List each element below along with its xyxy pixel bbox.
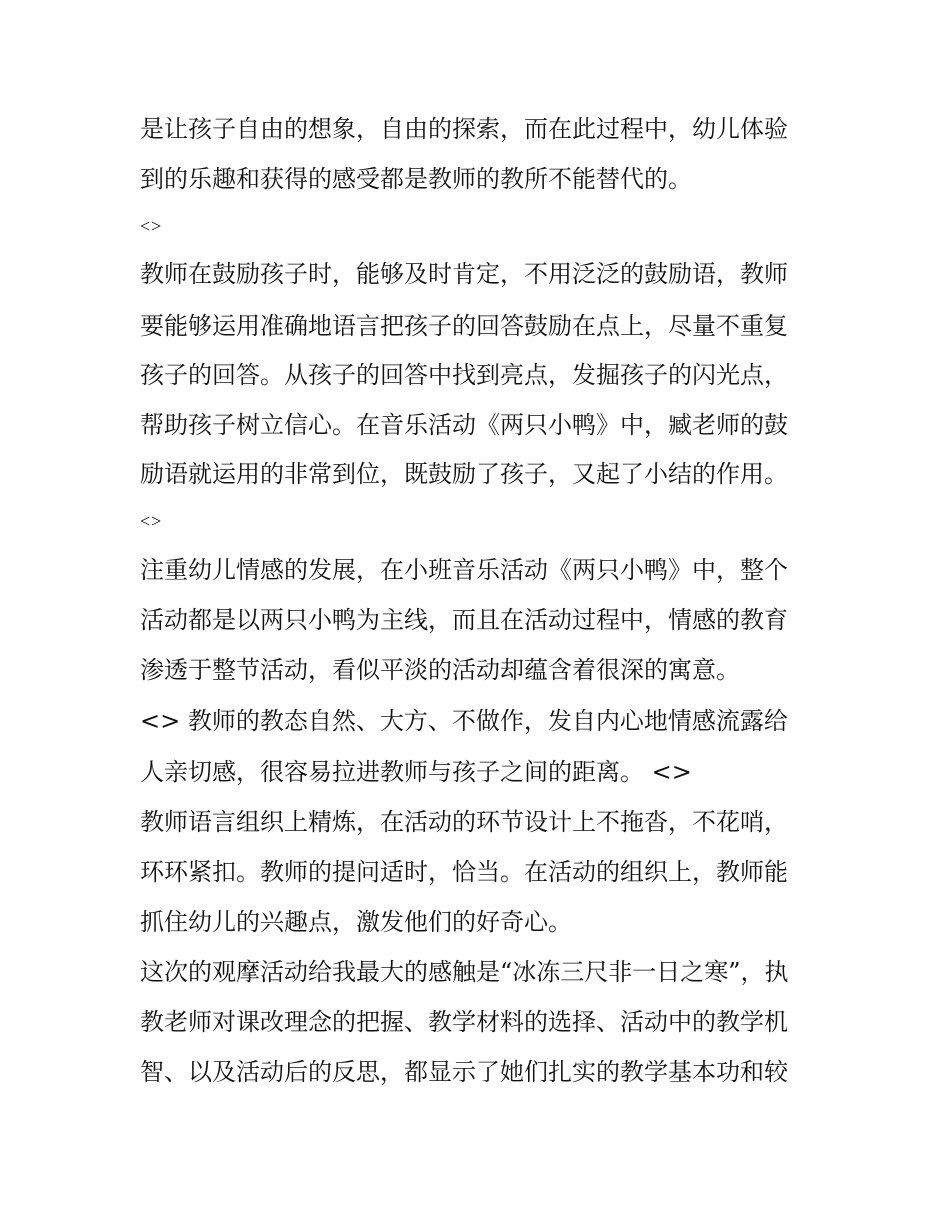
text-line: 是让孩子自由的想象，自由的探索，而在此过程中，幼儿体验 [140,115,788,143]
text-line: 这次的观摩活动给我最大的感触是“冰冻三尺非一日之寒”，执 [140,958,789,986]
text-line: 活动都是以两只小鸭为主线，而且在活动过程中，情感的教育 [140,606,788,634]
text-line: 抓住幼儿的兴趣点，激发他们的好奇心。 [140,908,572,936]
text-line: 教老师对课改理念的把握、教学材料的选择、活动中的教学机 [140,1008,788,1036]
text-line: 渗透于整节活动，看似平淡的活动却蕴含着很深的寓意。 [140,656,740,684]
text-line: 智、以及活动后的反思，都显示了她们扎实的教学基本功和较 [140,1058,788,1086]
text-line: <> 教师的教态自然、大方、不做作，发自内心地情感流露给 [140,707,788,735]
text-line: 孩子的回答。从孩子的回答中找到亮点，发掘孩子的闪光点， [140,361,788,389]
paragraph-marker: <> [140,216,163,236]
text-line: 要能够运用准确地语言把孩子的回答鼓励在点上，尽量不重复 [140,312,788,340]
paragraph-marker: <> [140,511,163,531]
text-line: 帮助孩子树立信心。在音乐活动《两只小鸭》中，臧老师的鼓 [140,411,788,439]
text-line: 教师语言组织上精炼，在活动的环节设计上不拖沓，不花哨， [140,808,788,836]
text-line: 人亲切感，很容易拉进教师与孩子之间的距离。 <> [140,758,692,786]
text-line: 励语就运用的非常到位，既鼓励了孩子，又起了小结的作用。 [140,460,788,488]
text-line: 环环紧扣。教师的提问适时，恰当。在活动的组织上，教师能 [140,858,788,886]
text-line: 到的乐趣和获得的感受都是教师的教所不能替代的。 [140,165,692,193]
text-line: 教师在鼓励孩子时，能够及时肯定，不用泛泛的鼓励语，教师 [140,260,788,288]
text-line: 注重幼儿情感的发展，在小班音乐活动《两只小鸭》中，整个 [140,556,788,584]
